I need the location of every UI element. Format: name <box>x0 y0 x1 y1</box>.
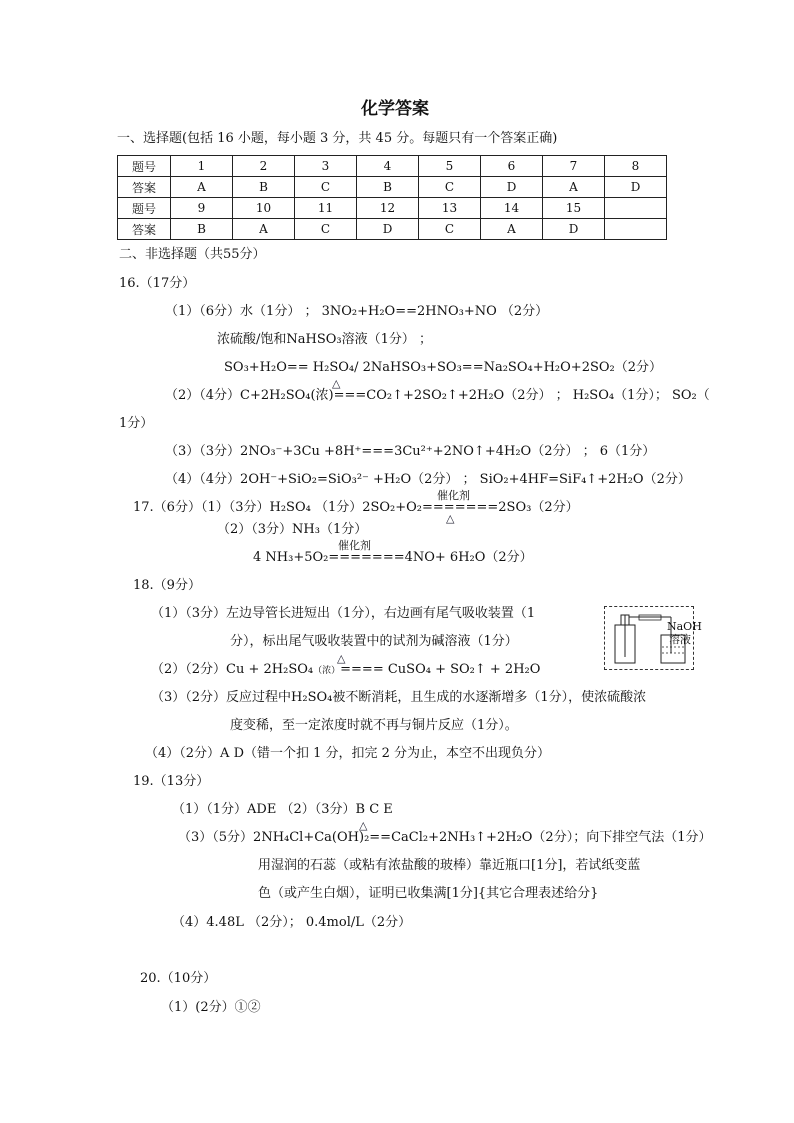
q16-heading: 16.（17分） <box>119 276 196 291</box>
catalyst-label: 催化剂 <box>437 489 470 502</box>
section1-heading: 一、选择题(包括 16 小题，每小题 3 分，共 45 分。每题只有一个答案正确) <box>117 131 558 146</box>
q19-line-2-cont: 用湿润的石蕊（或粘有浓盐酸的玻棒）靠近瓶口[1分]，若试纸变蓝 <box>258 858 641 873</box>
answer-cell: C <box>295 177 357 198</box>
heat-symbol: △ <box>337 652 346 665</box>
q16-line-4: （2）（4分）C+2H₂SO₄(浓)===CO₂↑+2SO₂↑+2H₂O（2分） ； H₂SO₄（1分）； SO₂（ <box>165 388 710 403</box>
answer-table-row <box>118 198 667 219</box>
answer-cell: 11 <box>295 198 357 219</box>
q20-heading: 20.（10分） <box>140 971 217 986</box>
answer-table-row <box>118 219 667 240</box>
answer-cell: 2 <box>233 156 295 177</box>
answer-cell: 6 <box>481 156 543 177</box>
q19-line-2: （3）（5分）2NH₄Cl+Ca(OH)₂==CaCl₂+2NH₃↑+2H₂O（2分）；向下排空气法（1分） <box>178 830 712 845</box>
q19-line-1: （1）（1分）ADE （2）（3分）B C E <box>172 802 393 817</box>
naoh-label: NaOH <box>667 620 702 633</box>
heat-symbol: △ <box>359 819 368 832</box>
heat-symbol: △ <box>332 377 341 390</box>
answer-cell: B <box>357 177 419 198</box>
q18-line-2-part-b: ==== CuSO₄ + SO₂↑ + 2H₂O <box>340 662 541 677</box>
answer-cell: 10 <box>233 198 295 219</box>
catalyst-label: 催化剂 <box>338 539 371 552</box>
concentrated-label: （浓） <box>313 666 341 676</box>
answer-table-row <box>118 156 667 177</box>
q17-line-2: （2）（3分）NH₃（1分） <box>217 522 368 537</box>
q18-line-1: （1）（3分）左边导管长进短出（1分），右边画有尾气吸收装置（1 <box>151 606 536 621</box>
q16-line-2: 浓硫酸/饱和NaHSO₃溶液（1分） ； <box>217 332 433 347</box>
answer-table <box>117 155 667 240</box>
q16-line-6: （4）（4分）2OH⁻+SiO₂=SiO₃²⁻ +H₂O（2分） ； SiO₂+4HF=SiF₄↑+2H₂O（2分） <box>165 472 691 487</box>
answer-cell: 9 <box>171 198 233 219</box>
answer-cell: D <box>543 219 605 240</box>
answer-cell: A <box>233 219 295 240</box>
q18-line-2-part-a: （2）（2分）Cu + 2H₂SO₄ <box>151 662 314 677</box>
solution-label: 溶液 <box>669 633 691 646</box>
q18-line-4: （4）（2分）A D（错一个扣 1 分，扣完 2 分为止，本空不出现负分） <box>145 746 551 761</box>
answer-cell <box>605 219 667 240</box>
answer-cell: A <box>481 219 543 240</box>
row-header-cell: 答案 <box>118 177 171 198</box>
q17-line-1: 17.（6分）（1）（3分）H₂SO₄ （1分）2SO₂+O₂=======2SO₃（2分） <box>133 500 579 515</box>
q18-line-1-cont: 分），标出尾气吸收装置中的试剂为碱溶液（1分） <box>230 634 518 649</box>
q18-line-2 <box>151 662 540 679</box>
answer-cell: 12 <box>357 198 419 219</box>
answer-cell: B <box>171 219 233 240</box>
answer-cell: 14 <box>481 198 543 219</box>
section2-heading: 二、非选择题（共55分） <box>119 247 266 262</box>
q18-heading: 18.（9分） <box>133 578 201 593</box>
row-header-cell: 题号 <box>118 198 171 219</box>
answer-cell: A <box>171 177 233 198</box>
answer-cell: 1 <box>171 156 233 177</box>
row-header-cell: 答案 <box>118 219 171 240</box>
q18-line-3-cont: 度变稀，至一定浓度时就不再与铜片反应（1分）。 <box>230 718 518 733</box>
heat-symbol: △ <box>446 512 455 525</box>
answer-cell: C <box>295 219 357 240</box>
q16-line-4-cont: 1分） <box>119 416 154 431</box>
q16-line-1: （1）（6分）水（1分） ； 3NO₂+H₂O==2HNO₃+NO （2分） <box>165 304 549 319</box>
q18-line-3: （3）（2分）反应过程中H₂SO₄被不断消耗，且生成的水逐渐增多（1分），使浓硫酸浓 <box>151 690 647 705</box>
answer-cell: 5 <box>419 156 481 177</box>
page-title: 化学答案 <box>361 99 429 119</box>
answer-cell: C <box>419 177 481 198</box>
q19-heading: 19.（13分） <box>133 774 210 789</box>
q16-line-3: SO₃+H₂O== H₂SO₄/ 2NaHSO₃+SO₃==Na₂SO₄+H₂O+2SO₂（2分） <box>224 360 663 375</box>
apparatus-figure <box>604 606 702 670</box>
answer-cell: D <box>481 177 543 198</box>
q19-line-2-cont2: 色（或产生白烟），证明已收集满[1分]{其它合理表述给分} <box>258 886 599 901</box>
q17-line-3: 4 NH₃+5O₂=======4NO+ 6H₂O（2分） <box>253 550 533 565</box>
answer-table-row <box>118 177 667 198</box>
answer-cell <box>605 198 667 219</box>
q19-line-3: （4）4.48L （2分）； 0.4mol/L（2分） <box>172 915 412 930</box>
q20-line-1: （1）(2分）①② <box>161 1000 261 1015</box>
answer-cell: 8 <box>605 156 667 177</box>
answer-cell: A <box>543 177 605 198</box>
answer-cell: D <box>357 219 419 240</box>
answer-cell: D <box>605 177 667 198</box>
answer-cell: B <box>233 177 295 198</box>
q16-line-5: （3）（3分）2NO₃⁻+3Cu +8H⁺===3Cu²⁺+2NO↑+4H₂O（2分） ； 6（1分） <box>165 444 656 459</box>
answer-cell: 15 <box>543 198 605 219</box>
answer-cell: 4 <box>357 156 419 177</box>
answer-cell: 3 <box>295 156 357 177</box>
row-header-cell: 题号 <box>118 156 171 177</box>
answer-cell: 7 <box>543 156 605 177</box>
answer-cell: 13 <box>419 198 481 219</box>
answer-cell: C <box>419 219 481 240</box>
